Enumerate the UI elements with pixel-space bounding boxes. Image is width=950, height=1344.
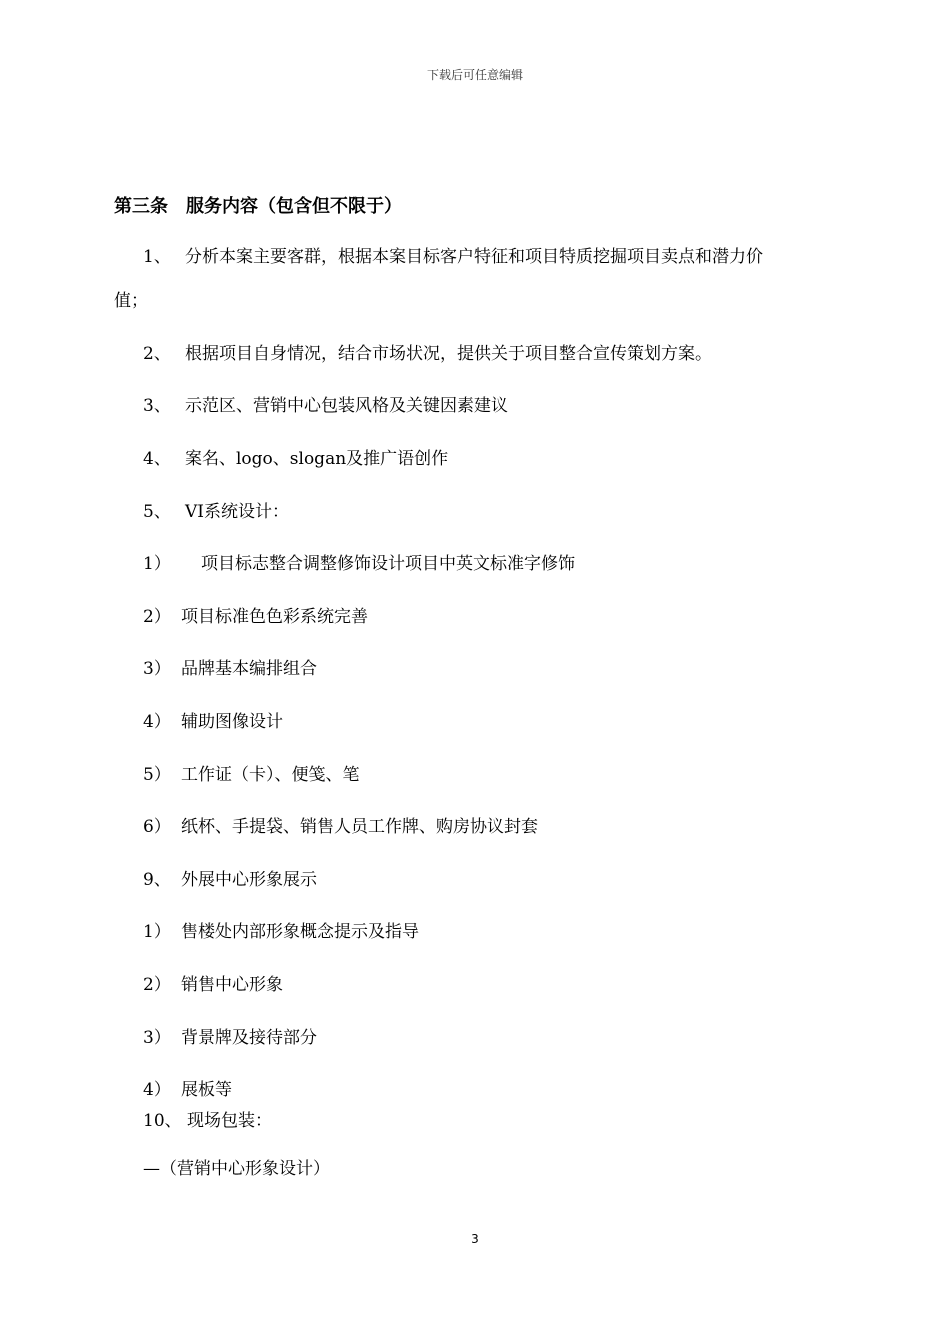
item-number: 9、 — [143, 870, 171, 890]
list-item — [143, 815, 538, 839]
list-item — [143, 447, 448, 471]
item-text: 辅助图像设计 — [181, 712, 283, 732]
item-text: 纸杯、手提袋、销售人员工作牌、购房协议封套 — [181, 817, 538, 837]
item-number: 3） — [143, 1028, 171, 1048]
item-number: 3、 — [143, 396, 171, 416]
item-text: 现场包装： — [187, 1111, 272, 1131]
item-number: 4、 — [143, 449, 171, 469]
list-item — [143, 394, 508, 418]
list-item — [143, 342, 712, 366]
item-number: 3） — [143, 659, 171, 679]
item-text: 品牌基本编排组合 — [181, 659, 317, 679]
item-text: 项目标准色色彩系统完善 — [181, 607, 368, 627]
item-text: —（营销中心形象设计） — [143, 1159, 330, 1179]
list-item — [143, 657, 317, 681]
item-number: 4） — [143, 1080, 171, 1100]
item-number: 2） — [143, 975, 171, 995]
list-item — [143, 973, 283, 997]
item-text: 案名、logo、slogan及推广语创作 — [185, 449, 449, 469]
section-title: 第三条 服务内容（包含但不限于） — [114, 196, 402, 217]
item-text: VI系统设计： — [185, 502, 289, 522]
list-item — [143, 605, 368, 629]
item-text: 外展中心形象展示 — [181, 870, 317, 890]
item-number: 4） — [143, 712, 171, 732]
item-number: 1） — [143, 554, 171, 574]
item-number: 1、 — [143, 247, 171, 267]
list-item — [143, 552, 575, 576]
item-text: 示范区、营销中心包装风格及关键因素建议 — [185, 396, 508, 416]
item-number: 2、 — [143, 344, 171, 364]
item-number: 2） — [143, 607, 171, 627]
list-item — [143, 500, 289, 524]
list-item — [143, 1109, 272, 1133]
list-item — [143, 710, 283, 734]
item-text: 值； — [114, 291, 148, 311]
item-text: 项目标志整合调整修饰设计项目中英文标准字修饰 — [201, 554, 575, 574]
list-item — [143, 868, 317, 892]
list-item — [143, 763, 360, 787]
item-number: 10、 — [143, 1111, 182, 1131]
item-text: 背景牌及接待部分 — [181, 1028, 317, 1048]
list-item — [143, 245, 763, 269]
item-text: 展板等 — [181, 1080, 232, 1100]
list-item — [143, 920, 419, 944]
item-text: 售楼处内部形象概念提示及指导 — [181, 922, 419, 942]
item-text: 工作证（卡）、便笺、笔 — [181, 765, 360, 785]
item-number: 1） — [143, 922, 171, 942]
page-number: 3 — [471, 1232, 479, 1246]
header-note: 下载后可任意编辑 — [426, 68, 523, 82]
item-text: 根据项目自身情况，结合市场状况，提供关于项目整合宣传策划方案。 — [185, 344, 712, 364]
list-item-subnote — [143, 1157, 330, 1181]
list-item — [143, 1026, 317, 1050]
list-item-continuation — [114, 289, 148, 313]
item-number: 6） — [143, 817, 171, 837]
item-text: 销售中心形象 — [181, 975, 283, 995]
item-text: 分析本案主要客群，根据本案目标客户特征和项目特质挖掘项目卖点和潜力价 — [185, 247, 763, 267]
item-number: 5） — [143, 765, 171, 785]
list-item — [143, 1078, 232, 1102]
item-number: 5、 — [143, 502, 171, 522]
